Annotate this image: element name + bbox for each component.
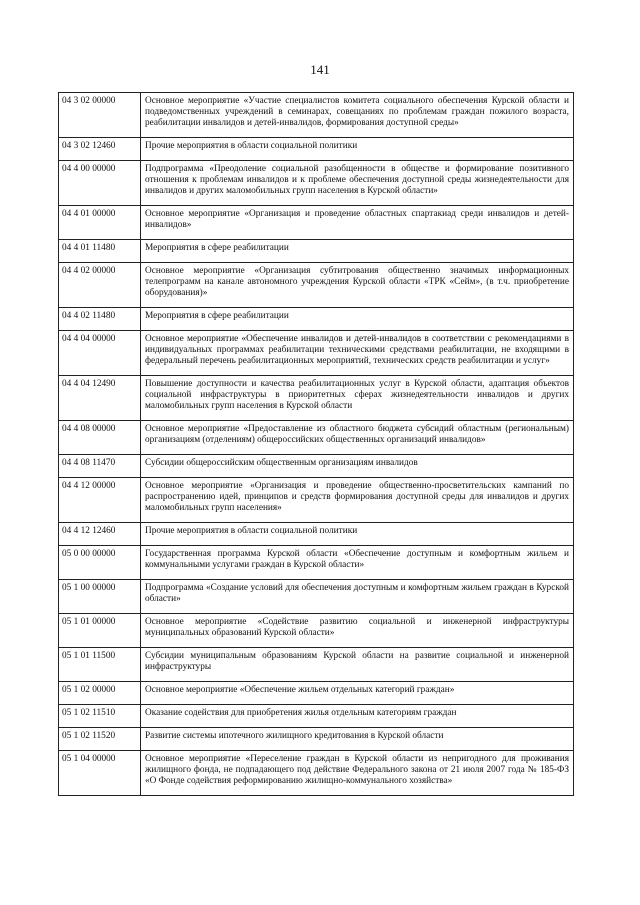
table-row: [59, 93, 574, 138]
table-row: [59, 728, 574, 751]
row-code: 04 3 02 12460: [59, 138, 141, 161]
table-row: [59, 648, 574, 682]
table-row: [59, 705, 574, 728]
row-code: 04 3 02 00000: [59, 93, 141, 138]
row-code: 05 0 00 00000: [59, 546, 141, 580]
table-row: [59, 523, 574, 546]
row-code: 04 4 00 00000: [59, 161, 141, 206]
table-row: [59, 614, 574, 648]
row-code: 05 1 02 11510: [59, 705, 141, 728]
row-description: Основное мероприятие «Организация и проведение общественно-просветительских кампаний по распространению идей, принципов и средств формирования доступной среды для инвалидов и других маломобильных групп населения»: [141, 478, 574, 523]
table-row: [59, 138, 574, 161]
row-code: 04 4 12 00000: [59, 478, 141, 523]
row-description: Мероприятия в сфере реабилитации: [141, 308, 574, 331]
row-description: Основное мероприятие «Обеспечение жильем отдельных категорий граждан»: [141, 682, 574, 705]
row-description: Государственная программа Курской области «Обеспечение доступным и комфортным жильем и коммунальными услугами граждан в Курской области»: [141, 546, 574, 580]
row-description: Субсидии муниципальным образованиям Курской области на развитие социальной и инженерной инфраструктуры: [141, 648, 574, 682]
row-code: 05 1 00 00000: [59, 580, 141, 614]
table-row: [59, 682, 574, 705]
row-code: 05 1 02 11520: [59, 728, 141, 751]
row-description: Основное мероприятие «Организация и проведение областных спартакиад среди инвалидов и детей-инвалидов»: [141, 206, 574, 240]
row-description: Повышение доступности и качества реабилитационных услуг в Курской области, адаптация объектов социальной инфраструктуры в приоритетных сферах жизнедеятельности инвалидов и других маломобильных групп населения в Курской области: [141, 376, 574, 421]
row-description: Основное мероприятие «Переселение граждан в Курской области из непригодного для проживания жилищного фонда, не подпадающего под действие Федерального закона от 21 июля 2007 года № 185-ФЗ «О Фонде содействия реформированию жилищно-коммунального хозяйства»: [141, 751, 574, 796]
table-body: [59, 93, 574, 796]
table-row: [59, 331, 574, 376]
row-description: Прочие мероприятия в области социальной политики: [141, 523, 574, 546]
row-description: Подпрограмма «Создание условий для обеспечения доступным и комфортным жильем граждан в Курской области»: [141, 580, 574, 614]
row-code: 05 1 02 00000: [59, 682, 141, 705]
table-row: [59, 376, 574, 421]
row-code: 05 1 01 00000: [59, 614, 141, 648]
row-description: Основное мероприятие «Обеспечение инвалидов и детей-инвалидов в соответствии с рекомендациями в индивидуальных программах реабилитации техническими средствами реабилитации, не входящими в федеральный перечень реабилитационных мероприятий, технических средств реабилитации и услуг»: [141, 331, 574, 376]
table-row: [59, 421, 574, 455]
budget-classification-table: [58, 92, 574, 796]
row-code: 05 1 01 11500: [59, 648, 141, 682]
row-code: 05 1 04 00000: [59, 751, 141, 796]
row-description: Основное мероприятие «Содействие развитию социальной и инженерной инфраструктуры муниципальных образований Курской области»: [141, 614, 574, 648]
row-code: 04 4 02 11480: [59, 308, 141, 331]
row-code: 04 4 08 11470: [59, 455, 141, 478]
row-description: Основное мероприятие «Предоставление из областного бюджета субсидий областным (региональным) организациям (отделениям) общероссийских общественных организаций инвалидов»: [141, 421, 574, 455]
row-description: Развитие системы ипотечного жилищного кредитования в Курской области: [141, 728, 574, 751]
row-code: 04 4 08 00000: [59, 421, 141, 455]
row-description: Субсидии общероссийским общественным организациям инвалидов: [141, 455, 574, 478]
row-description: Оказание содействия для приобретения жилья отдельным категориям граждан: [141, 705, 574, 728]
row-description: Основное мероприятие «Организация субтитрования общественно значимых информационных телепрограмм на канале автономного учреждения Курской области «ТРК «Сейм», (в т.ч. приобретение оборудования)»: [141, 263, 574, 308]
table-row: [59, 580, 574, 614]
page-number: 141: [310, 62, 330, 77]
table-row: [59, 263, 574, 308]
table-row: [59, 751, 574, 796]
table-row: [59, 206, 574, 240]
row-description: Подпрограмма «Преодоление социальной разобщенности в обществе и формирование позитивного отношения к проблемам инвалидов и к проблеме обеспечения доступной среды жизнедеятельности для инвалидов и других маломобильных групп населения в Курской области»: [141, 161, 574, 206]
table-row: [59, 308, 574, 331]
row-description: Мероприятия в сфере реабилитации: [141, 240, 574, 263]
row-code: 04 4 04 12490: [59, 376, 141, 421]
row-description: Прочие мероприятия в области социальной политики: [141, 138, 574, 161]
table-row: [59, 546, 574, 580]
table-row: [59, 161, 574, 206]
row-code: 04 4 12 12460: [59, 523, 141, 546]
table-row: [59, 240, 574, 263]
table-row: [59, 478, 574, 523]
row-code: 04 4 01 11480: [59, 240, 141, 263]
row-code: 04 4 02 00000: [59, 263, 141, 308]
table-row: [59, 455, 574, 478]
row-code: 04 4 04 00000: [59, 331, 141, 376]
row-code: 04 4 01 00000: [59, 206, 141, 240]
row-description: Основное мероприятие «Участие специалистов комитета социального обеспечения Курской области и подведомственных учреждений в семинарах, совещаниях по проблемам граждан пожилого возраста, реабилитации инвалидов и детей-инвалидов, формирования доступной среды»: [141, 93, 574, 138]
